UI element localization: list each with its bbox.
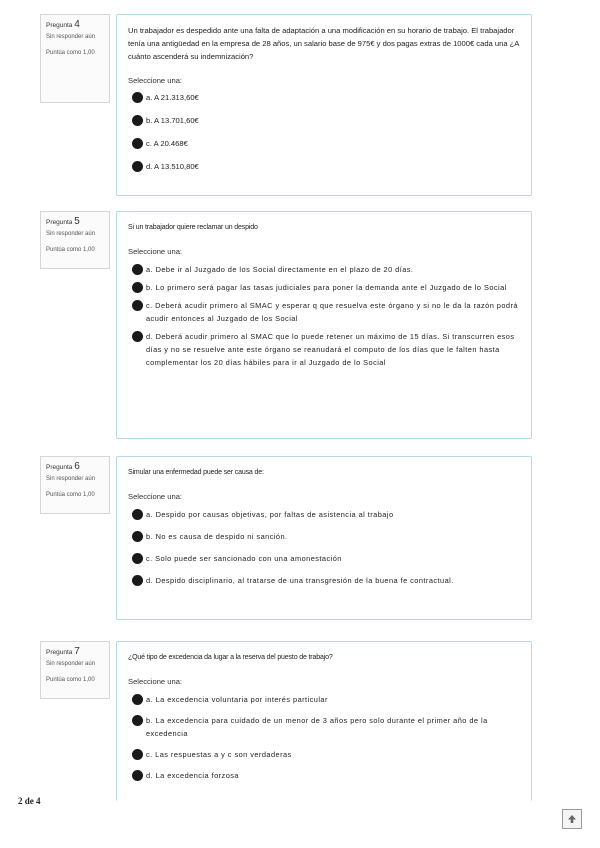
arrow-up-icon <box>567 814 577 824</box>
question-state: Sin responder aún <box>46 231 96 237</box>
radio-button[interactable] <box>132 138 143 149</box>
answer-option-label[interactable]: c. Solo puede ser sancionado con una amonestación <box>146 554 342 563</box>
answer-option-label[interactable]: a. Despido por causas objetivas, por faltas de asistencia al trabajo <box>146 510 394 519</box>
radio-button[interactable] <box>132 553 143 564</box>
answer-option-label[interactable]: a. A 21.313,60€ <box>146 93 199 102</box>
answer-option-a[interactable] <box>128 92 520 104</box>
radio-button[interactable] <box>132 161 143 172</box>
question-content <box>116 641 532 801</box>
question-info <box>40 641 110 699</box>
answer-option-label[interactable]: d. La excedencia forzosa <box>146 771 239 780</box>
radio-button[interactable] <box>132 749 143 760</box>
question-number: Pregunta 4 <box>46 19 80 30</box>
question-number: Pregunta 5 <box>46 216 80 227</box>
page-indicator: 2 de 4 <box>18 796 41 806</box>
question-state: Sin responder aún <box>46 661 96 667</box>
answer-option-a[interactable] <box>128 508 520 521</box>
answer-option-d[interactable] <box>128 330 520 369</box>
answer-option-label[interactable]: c. Deberá acudir primero al SMAC y esperar q que resuelva este órgano y si no le da la razón podrá acudir entonces al Juzgado de los Social <box>146 301 518 323</box>
question-text: ¿Qué tipo de excedencia da lugar a la reserva del puesto de trabajo? <box>128 654 333 661</box>
answer-option-b[interactable] <box>128 530 520 543</box>
answer-option-d[interactable] <box>128 769 520 782</box>
radio-button[interactable] <box>132 531 143 542</box>
answer-option-label[interactable]: c. Las respuestas a y c son verdaderas <box>146 750 292 759</box>
radio-button[interactable] <box>132 300 143 311</box>
question-content <box>116 456 532 620</box>
question-grade: Puntúa como 1,00 <box>46 50 95 56</box>
question-text: Simular una enfermedad puede ser causa de: <box>128 469 264 476</box>
question-info <box>40 14 110 103</box>
answer-option-c[interactable] <box>128 138 520 150</box>
question-state: Sin responder aún <box>46 34 96 40</box>
question-info <box>40 211 110 269</box>
question-number: Pregunta 6 <box>46 461 80 472</box>
answer-prompt: Seleccione una: <box>128 76 183 85</box>
answer-option-c[interactable] <box>128 748 520 761</box>
radio-button[interactable] <box>132 715 143 726</box>
radio-button[interactable] <box>132 264 143 275</box>
answer-option-label[interactable]: b. Lo primero será pagar las tasas judiciales para poner la demanda ante el Juzgado de lo Social <box>146 283 507 292</box>
question-content <box>116 14 532 196</box>
answer-option-a[interactable] <box>128 263 520 276</box>
question-text: Un trabajador es despedido ante una falta de adaptación a una modificación en su horario de trabajo. El trabajador tenía una antigüedad en la empresa de 28 años, un salario base de 975€ y dos pagas extras de 1000€ cada una ¿A cuánto ascenderá su indemnización? <box>128 26 519 61</box>
radio-button[interactable] <box>132 92 143 103</box>
question-state: Sin responder aún <box>46 476 96 482</box>
question-info <box>40 456 110 514</box>
answer-option-label[interactable]: b. No es causa de despido ni sanción. <box>146 532 288 541</box>
question-number: Pregunta 7 <box>46 646 80 657</box>
radio-button[interactable] <box>132 575 143 586</box>
answer-prompt: Seleccione una: <box>128 492 183 501</box>
answer-option-label[interactable]: b. A 13.701,60€ <box>146 116 199 125</box>
radio-button[interactable] <box>132 770 143 781</box>
radio-button[interactable] <box>132 282 143 293</box>
radio-button[interactable] <box>132 509 143 520</box>
back-to-top-button[interactable] <box>562 809 582 829</box>
answer-option-label[interactable]: d. A 13.510,80€ <box>146 162 199 171</box>
question-grade: Puntúa como 1,00 <box>46 677 95 683</box>
radio-button[interactable] <box>132 115 143 126</box>
answer-option-label[interactable]: a. Debe ir al Juzgado de los Social directamente en el plazo de 20 días. <box>146 265 414 274</box>
answer-option-label[interactable]: c. A 20.468€ <box>146 139 188 148</box>
question-grade: Puntúa como 1,00 <box>46 492 95 498</box>
answer-option-c[interactable] <box>128 552 520 565</box>
answer-option-d[interactable] <box>128 574 520 587</box>
answer-option-label[interactable]: d. Deberá acudir primero al SMAC que lo puede retener un máximo de 15 días. Si transcurren esos días y no se resuelve ante este órgano se reanudará el computo de los días que le falten hasta complementar los 20 días hábiles para ir al Juzgado de lo Social <box>146 332 515 367</box>
answer-option-label[interactable]: a. La excedencia voluntaria por interés particular <box>146 695 328 704</box>
answer-option-b[interactable] <box>128 115 520 127</box>
answer-option-c[interactable] <box>128 299 520 325</box>
radio-button[interactable] <box>132 694 143 705</box>
question-text: Si un trabajador quiere reclamar un despido <box>128 224 258 231</box>
answer-option-b[interactable] <box>128 714 520 740</box>
answer-option-label[interactable]: b. La excedencia para cuidado de un menor de 3 años pero solo durante el primer año de la excedencia <box>146 716 488 738</box>
answer-option-a[interactable] <box>128 693 520 706</box>
answer-prompt: Seleccione una: <box>128 247 183 256</box>
answer-option-b[interactable] <box>128 281 520 294</box>
question-grade: Puntúa como 1,00 <box>46 247 95 253</box>
answer-option-label[interactable]: d. Despido disciplinario, al tratarse de una transgresión de la buena fe contractual. <box>146 576 454 585</box>
answer-prompt: Seleccione una: <box>128 677 183 686</box>
radio-button[interactable] <box>132 331 143 342</box>
question-content <box>116 211 532 439</box>
answer-option-d[interactable] <box>128 161 520 173</box>
